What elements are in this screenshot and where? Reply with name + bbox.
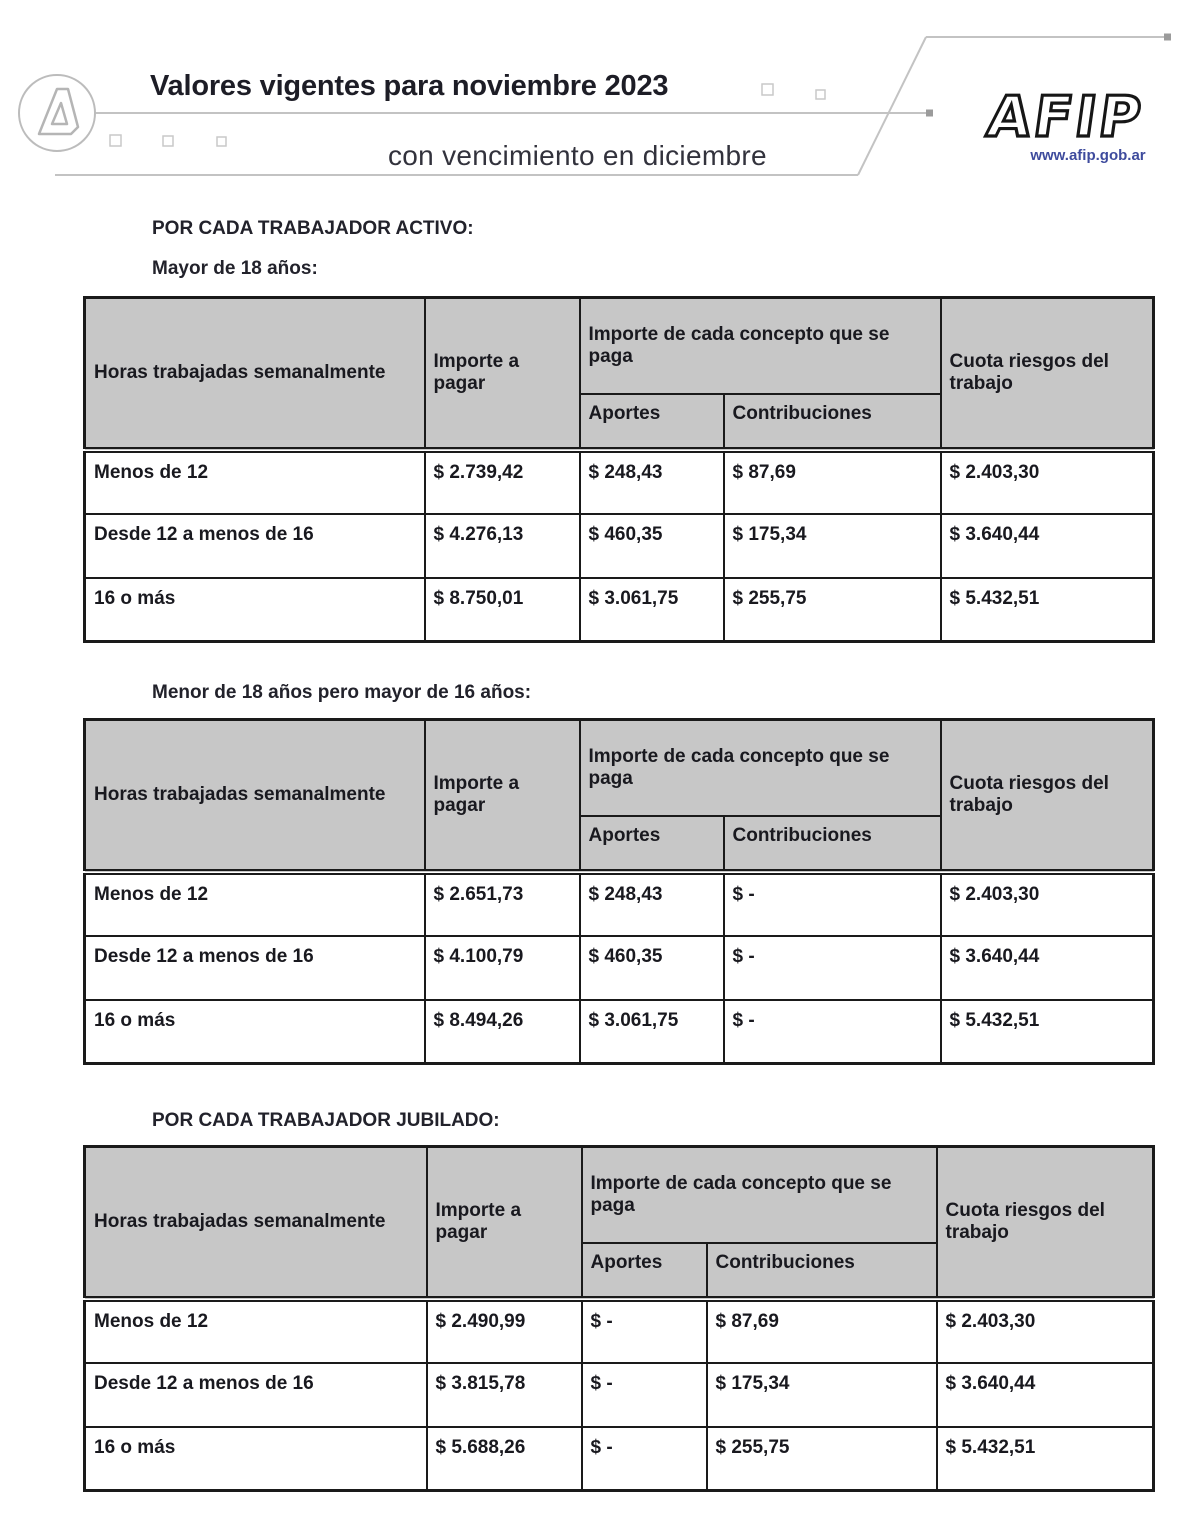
cell-cuota: $ 3.640,44 xyxy=(941,514,1154,578)
website-url: www.afip.gob.ar xyxy=(1030,147,1146,164)
cell-importe: $ 5.688,26 xyxy=(427,1427,582,1491)
cell-aportes: $ - xyxy=(582,1427,707,1491)
cell-importe: $ 4.276,13 xyxy=(425,514,580,578)
table-row xyxy=(85,514,1154,578)
cell-importe: $ 2.651,73 xyxy=(425,872,580,936)
cell-cuota: $ 2.403,30 xyxy=(941,450,1154,514)
cell-horas: 16 o más xyxy=(85,578,425,642)
cell-contribuciones: $ 87,69 xyxy=(707,1299,937,1363)
table-row xyxy=(85,578,1154,642)
table-row xyxy=(85,1363,1154,1427)
cell-horas: Desde 12 a menos de 16 xyxy=(85,514,425,578)
decor-square xyxy=(217,137,226,146)
col-header-cuota: Cuota riesgos del trabajo xyxy=(941,298,1154,450)
cell-contribuciones: $ - xyxy=(724,1000,941,1064)
cell-cuota: $ 5.432,51 xyxy=(937,1427,1154,1491)
table-row xyxy=(85,872,1154,936)
cell-aportes: $ 3.061,75 xyxy=(580,1000,724,1064)
cell-horas: Desde 12 a menos de 16 xyxy=(85,936,425,1000)
col-header-concepto: Importe de cada concepto que se paga xyxy=(582,1147,937,1243)
table-row xyxy=(85,450,1154,514)
col-header-horas: Horas trabajadas semanalmente xyxy=(85,720,425,872)
col-header-horas: Horas trabajadas semanalmente xyxy=(85,298,425,450)
cell-cuota: $ 3.640,44 xyxy=(941,936,1154,1000)
cell-importe: $ 3.815,78 xyxy=(427,1363,582,1427)
decor-square xyxy=(762,84,773,95)
table-trabajador-activo-mayor-18 xyxy=(83,296,1155,643)
cell-aportes: $ - xyxy=(582,1363,707,1427)
section-heading-trabajador-jubilado: POR CADA TRABAJADOR JUBILADO: xyxy=(152,1110,500,1131)
col-header-cuota: Cuota riesgos del trabajo xyxy=(937,1147,1154,1299)
col-header-horas: Horas trabajadas semanalmente xyxy=(85,1147,427,1299)
col-header-importe: Importe a pagar xyxy=(427,1147,582,1299)
afip-logo xyxy=(983,85,1148,150)
cell-contribuciones: $ 175,34 xyxy=(724,514,941,578)
cell-contribuciones: $ - xyxy=(724,936,941,1000)
col-header-cuota: Cuota riesgos del trabajo xyxy=(941,720,1154,872)
col-header-aportes: Aportes xyxy=(580,394,724,450)
cell-contribuciones: $ 87,69 xyxy=(724,450,941,514)
col-header-contribuciones: Contribuciones xyxy=(724,816,941,872)
decor-dot xyxy=(1164,34,1171,41)
decor-line-diagonal xyxy=(858,37,926,175)
decor-square xyxy=(816,90,825,99)
section-heading-trabajador-activo: POR CADA TRABAJADOR ACTIVO: xyxy=(152,218,474,239)
cell-horas: 16 o más xyxy=(85,1427,427,1491)
col-header-contribuciones: Contribuciones xyxy=(707,1243,937,1299)
col-header-contribuciones: Contribuciones xyxy=(724,394,941,450)
cell-aportes: $ - xyxy=(582,1299,707,1363)
afip-circle-mark-icon xyxy=(19,75,95,151)
afip-wordmark-text: AFIP xyxy=(983,85,1148,150)
decor-square xyxy=(163,136,173,146)
col-header-importe: Importe a pagar xyxy=(425,298,580,450)
cell-importe: $ 8.494,26 xyxy=(425,1000,580,1064)
cell-contribuciones: $ - xyxy=(724,872,941,936)
table-row xyxy=(85,1427,1154,1491)
cell-cuota: $ 5.432,51 xyxy=(941,578,1154,642)
col-header-aportes: Aportes xyxy=(580,816,724,872)
cell-aportes: $ 248,43 xyxy=(580,450,724,514)
cell-cuota: $ 2.403,30 xyxy=(937,1299,1154,1363)
cell-cuota: $ 2.403,30 xyxy=(941,872,1154,936)
cell-importe: $ 4.100,79 xyxy=(425,936,580,1000)
cell-aportes: $ 248,43 xyxy=(580,872,724,936)
table-row xyxy=(85,1000,1154,1064)
cell-importe: $ 2.739,42 xyxy=(425,450,580,514)
table-trabajador-jubilado xyxy=(83,1145,1155,1492)
cell-importe: $ 8.750,01 xyxy=(425,578,580,642)
cell-contribuciones: $ 255,75 xyxy=(707,1427,937,1491)
page-subtitle: con vencimiento en diciembre xyxy=(388,140,767,171)
cell-contribuciones: $ 255,75 xyxy=(724,578,941,642)
cell-importe: $ 2.490,99 xyxy=(427,1299,582,1363)
table-row xyxy=(85,1299,1154,1363)
page-title: Valores vigentes para noviembre 2023 xyxy=(150,70,669,102)
page-header xyxy=(0,0,1200,205)
col-header-concepto: Importe de cada concepto que se paga xyxy=(580,720,941,816)
decor-square xyxy=(110,135,121,146)
cell-aportes: $ 460,35 xyxy=(580,514,724,578)
col-header-concepto: Importe de cada concepto que se paga xyxy=(580,298,941,394)
section-heading-menor-18: Menor de 18 años pero mayor de 16 años: xyxy=(152,682,532,703)
col-header-aportes: Aportes xyxy=(582,1243,707,1299)
cell-horas: Menos de 12 xyxy=(85,450,425,514)
cell-cuota: $ 3.640,44 xyxy=(937,1363,1154,1427)
cell-horas: Desde 12 a menos de 16 xyxy=(85,1363,427,1427)
cell-horas: Menos de 12 xyxy=(85,1299,427,1363)
cell-horas: 16 o más xyxy=(85,1000,425,1064)
section-subheading-mayor-18: Mayor de 18 años: xyxy=(152,258,318,279)
cell-aportes: $ 3.061,75 xyxy=(580,578,724,642)
cell-horas: Menos de 12 xyxy=(85,872,425,936)
decor-dot xyxy=(926,110,933,117)
cell-aportes: $ 460,35 xyxy=(580,936,724,1000)
table-trabajador-activo-menor-18 xyxy=(83,718,1155,1065)
cell-contribuciones: $ 175,34 xyxy=(707,1363,937,1427)
table-row xyxy=(85,936,1154,1000)
cell-cuota: $ 5.432,51 xyxy=(941,1000,1154,1064)
col-header-importe: Importe a pagar xyxy=(425,720,580,872)
